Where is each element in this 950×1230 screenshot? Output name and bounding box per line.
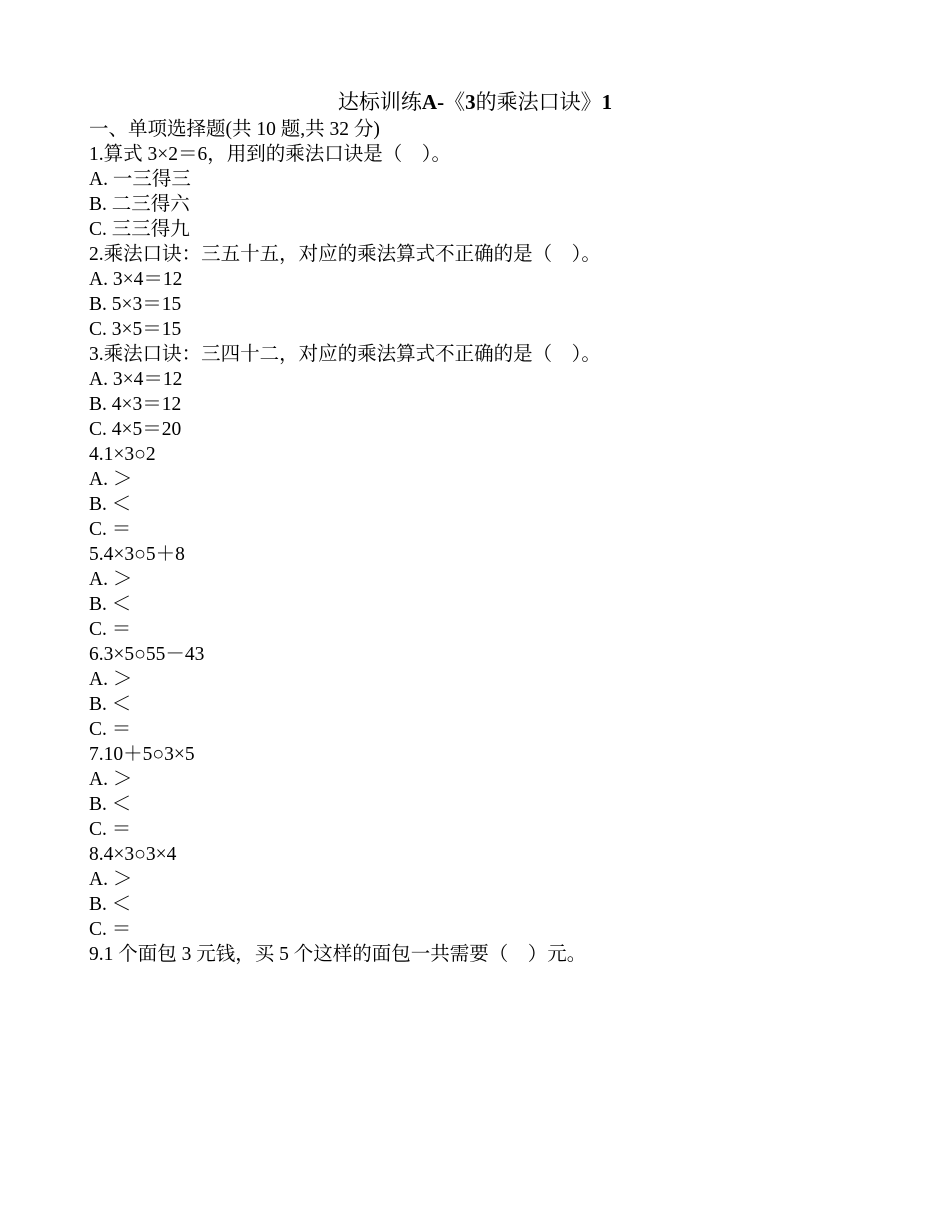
question-stem: 9.1 个面包 3 元钱，买 5 个这样的面包一共需要（ ）元。 [89,944,587,965]
question-6 [89,642,869,742]
question-2 [89,242,869,342]
option-c: C. 4×5＝20 [89,419,182,440]
question-stem: 8.4×3○3×4 [89,844,177,865]
option-b: B. ＜ [89,694,132,715]
question-8 [89,842,869,942]
option-b: B. ＜ [89,894,132,915]
option-b: B. 5×3＝15 [89,294,182,315]
option-b: B. 二三得六 [89,194,190,215]
option-c: C. ＝ [89,519,132,540]
question-stem: 6.3×5○55－43 [89,644,205,665]
option-c: C. ＝ [89,919,132,940]
question-stem: 5.4×3○5＋8 [89,544,185,565]
question-stem: 4.1×3○2 [89,444,156,465]
option-b: B. ＜ [89,794,132,815]
question-stem: 3.乘法口诀：三四十二，对应的乘法算式不正确的是（ ）。 [89,344,601,365]
option-b: B. ＜ [89,594,132,615]
option-c: C. 3×5＝15 [89,319,182,340]
question-list [89,117,869,967]
option-a: A. 3×4＝12 [89,269,183,290]
title-text-4: 3 [465,90,476,114]
option-c: C. ＝ [89,619,132,640]
question-4 [89,442,869,542]
option-a: A. ＞ [89,469,133,490]
option-a: A. 一三得三 [89,169,191,190]
question-stem: 2.乘法口诀：三五十五，对应的乘法算式不正确的是（ ）。 [89,244,601,265]
question-3 [89,342,869,442]
option-b: B. ＜ [89,494,132,515]
question-7 [89,742,869,842]
question-stem: 7.10＋5○3×5 [89,744,195,765]
option-a: A. ＞ [89,869,133,890]
title-text-2: A- [421,90,445,114]
option-b: B. 4×3＝12 [89,394,182,415]
option-a: A. ＞ [89,669,133,690]
option-a: A. ＞ [89,569,133,590]
question-stem: 1.算式 3×2＝6，用到的乘法口诀是（ ）。 [89,144,451,165]
option-c: C. ＝ [89,719,132,740]
title-text-6: 1 [601,90,613,114]
title-text-1: 达标训练 [337,90,422,114]
title-text-5: 的乘法口诀》 [475,90,602,114]
question-9 [89,942,869,967]
option-a: A. ＞ [89,769,133,790]
question-5 [89,542,869,642]
option-c: C. 三三得九 [89,219,190,240]
section-header: 一、单项选择题(共 10 题,共 32 分) [89,119,380,140]
question-1 [89,142,869,242]
page-title [0,88,950,116]
option-c: C. ＝ [89,819,132,840]
option-a: A. 3×4＝12 [89,369,183,390]
title-text-3: 《 [444,90,466,114]
